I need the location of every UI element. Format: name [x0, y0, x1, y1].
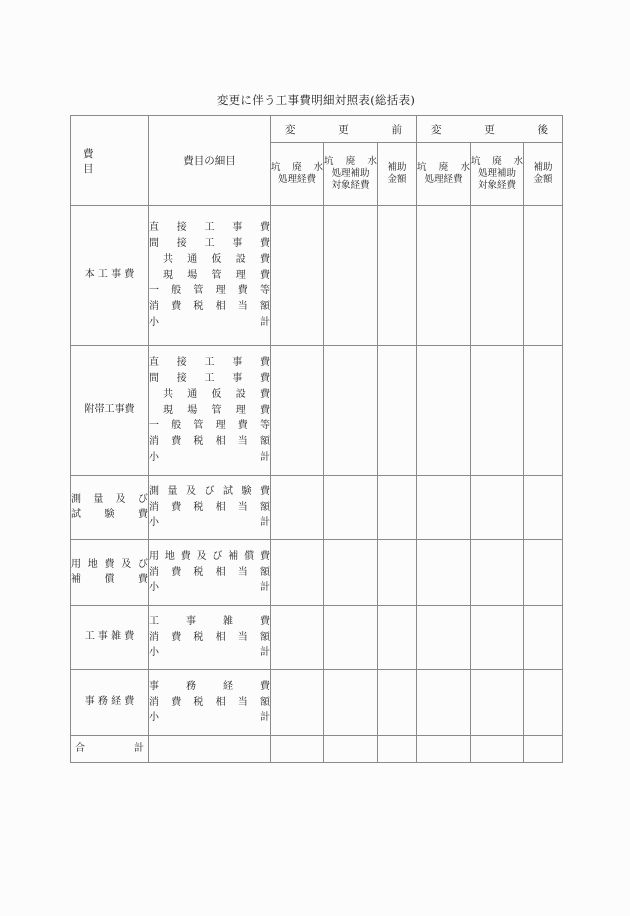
row-item-line: 用地費及び [71, 559, 148, 570]
row-detail-line: 現 場 管 理 費 [163, 404, 270, 416]
row-detail-line: 直 接 工 事 費 [149, 222, 270, 234]
row-item-line: 測 量 及 び [71, 494, 148, 505]
header-detail [149, 116, 271, 206]
header-before-col-3 [378, 143, 417, 206]
value-cell-before-2[interactable] [324, 206, 378, 346]
value-cell-after-2[interactable] [471, 346, 524, 476]
value-cell-before-2[interactable] [324, 540, 378, 606]
row-detail-line: 間 接 工 事 費 [149, 373, 270, 384]
row-detail-line: 共 通 仮 設 費 [163, 253, 270, 265]
row-detail-line: 用地費及び補償費 [149, 550, 270, 562]
value-cell-after-2[interactable] [471, 670, 524, 736]
row-detail-line: 直 接 工 事 費 [149, 357, 270, 369]
header-after-col-2 [471, 143, 524, 206]
value-cell-after-1[interactable] [417, 346, 471, 476]
header-after-col-1-line2: 処理経費 [424, 174, 463, 185]
value-cell-before-1[interactable] [271, 670, 324, 736]
value-cell-after-3[interactable] [524, 206, 563, 346]
value-cell-before-1[interactable] [271, 206, 324, 346]
total-row-detail [149, 736, 271, 763]
row-item-line: 工 事 雑 費 [84, 631, 135, 643]
header-before-col-1-line1: 坑 廃 水 [271, 162, 323, 174]
header-item-label: 費 目 [83, 147, 136, 175]
value-cell-before-3[interactable] [378, 346, 417, 476]
value-cell-after-1[interactable] [417, 670, 471, 736]
table-row [71, 476, 563, 540]
value-cell-after-2[interactable] [471, 206, 524, 346]
row-detail-line: 小 計 [149, 517, 270, 529]
row-detail-line: 事 務 経 費 [149, 680, 270, 692]
value-cell-before-2[interactable] [324, 670, 378, 736]
row-item-label [71, 606, 149, 670]
row-item-label [71, 346, 149, 476]
row-detail-line: 小 計 [149, 647, 270, 659]
table-row [71, 670, 563, 736]
value-cell-after-1[interactable] [417, 206, 471, 346]
header-detail-label: 費目の細目 [183, 155, 236, 167]
header-after-col-2-line1: 坑 廃 水 [471, 156, 524, 168]
header-after-col-2-line3: 対象経費 [478, 179, 517, 191]
value-cell-after-3[interactable] [524, 476, 563, 540]
row-detail-line: 測 量 及 び 試 験 費 [149, 485, 270, 497]
table-row [71, 540, 563, 606]
header-before-col-2-line3: 対象経費 [331, 179, 370, 191]
value-cell-after-2[interactable] [471, 476, 524, 540]
total-row-label [71, 736, 149, 763]
row-item-line: 試 験 費 [71, 508, 148, 520]
value-cell-before-1[interactable] [271, 476, 324, 540]
value-cell-after-3[interactable] [524, 346, 563, 476]
header-before-col-2-line2: 処理補助 [331, 168, 370, 180]
value-cell-after-1[interactable] [417, 540, 471, 606]
row-detail-line: 消 費 税 相 当 額 [149, 631, 270, 643]
table-body [71, 206, 563, 763]
row-detail-list [149, 476, 271, 540]
total-row-label-text: 合 計 [75, 743, 144, 754]
total-row [71, 736, 563, 763]
value-cell-before-1[interactable] [271, 606, 324, 670]
row-detail-line: 小 計 [149, 582, 270, 594]
total-value-cell-before-3[interactable] [378, 736, 417, 763]
row-detail-line: 消 費 税 相 当 額 [149, 566, 270, 578]
total-value-cell-before-1[interactable] [271, 736, 324, 763]
table-row [71, 606, 563, 670]
value-cell-after-2[interactable] [471, 606, 524, 670]
row-detail-line: 現 場 管 理 費 [163, 269, 270, 281]
header-group-after [417, 116, 563, 143]
header-before-col-2-line1: 坑 廃 水 [324, 156, 377, 168]
header-after-col-1 [417, 143, 471, 206]
row-detail-line: 小 計 [149, 712, 270, 724]
row-detail-list [149, 670, 271, 736]
value-cell-after-1[interactable] [417, 606, 471, 670]
row-item-label [71, 540, 149, 606]
value-cell-after-3[interactable] [524, 540, 563, 606]
row-detail-line: 工 事 雑 費 [149, 615, 270, 627]
value-cell-after-3[interactable] [524, 606, 563, 670]
row-detail-line: 消 費 税 相 当 額 [149, 501, 270, 513]
header-group-after-label: 変 更 後 [431, 123, 549, 136]
row-detail-list [149, 346, 271, 476]
value-cell-before-2[interactable] [324, 346, 378, 476]
header-group-before-label: 変 更 前 [285, 123, 403, 136]
value-cell-before-2[interactable] [324, 606, 378, 670]
cost-comparison-table [70, 115, 563, 763]
header-after-col-3-line2: 金額 [533, 174, 553, 185]
total-value-cell-after-2[interactable] [471, 736, 524, 763]
row-detail-line: 消 費 税 相 当 額 [149, 696, 270, 708]
row-detail-line: 消 費 税 相 当 額 [149, 301, 270, 313]
header-before-col-1-line2: 処理経費 [277, 174, 316, 185]
header-before-col-3-line2: 金額 [387, 174, 407, 185]
header-group-before [271, 116, 417, 143]
value-cell-before-3[interactable] [378, 540, 417, 606]
row-detail-line: 消 費 税 相 当 額 [149, 436, 270, 448]
table-row [71, 346, 563, 476]
page-title: 変更に伴う工事費明細対照表(総括表) [216, 93, 416, 107]
header-after-col-1-line1: 坑 廃 水 [417, 162, 471, 174]
value-cell-after-3[interactable] [524, 670, 563, 736]
value-cell-before-2[interactable] [324, 476, 378, 540]
row-item-line: 事 務 経 費 [84, 696, 135, 708]
header-item [71, 116, 149, 206]
total-value-cell-after-1[interactable] [417, 736, 471, 763]
row-item-line: 補 償 費 [71, 573, 148, 585]
header-after-col-3-line1: 補助 [533, 162, 553, 174]
row-item-label [71, 476, 149, 540]
value-cell-before-3[interactable] [378, 670, 417, 736]
header-after-col-3 [524, 143, 563, 206]
value-cell-before-3[interactable] [378, 476, 417, 540]
table-row [71, 206, 563, 346]
header-before-col-2 [324, 143, 378, 206]
value-cell-before-3[interactable] [378, 606, 417, 670]
row-item-line: 附帯工事費 [84, 404, 135, 416]
row-detail-list [149, 206, 271, 346]
row-detail-line: 一 般 管 理 費 等 [149, 420, 270, 432]
row-item-line: 本 工 事 費 [84, 269, 135, 281]
value-cell-after-1[interactable] [417, 476, 471, 540]
row-detail-list [149, 606, 271, 670]
value-cell-after-2[interactable] [471, 540, 524, 606]
row-detail-line: 小 計 [149, 451, 270, 463]
row-item-label [71, 670, 149, 736]
header-group-row [71, 116, 563, 143]
row-detail-line: 一 般 管 理 費 等 [149, 285, 270, 297]
value-cell-before-1[interactable] [271, 346, 324, 476]
header-after-col-2-line2: 処理補助 [478, 168, 517, 180]
total-value-cell-before-2[interactable] [324, 736, 378, 763]
value-cell-before-3[interactable] [378, 206, 417, 346]
table-header [71, 116, 563, 206]
row-detail-list [149, 540, 271, 606]
value-cell-before-1[interactable] [271, 540, 324, 606]
total-value-cell-after-3[interactable] [524, 736, 563, 763]
header-before-col-1 [271, 143, 324, 206]
header-before-col-3-line1: 補助 [387, 162, 407, 174]
row-detail-line: 間 接 工 事 費 [149, 238, 270, 249]
row-detail-line: 小 計 [149, 316, 270, 328]
row-detail-line: 共 通 仮 設 費 [163, 388, 270, 400]
row-item-label [71, 206, 149, 346]
